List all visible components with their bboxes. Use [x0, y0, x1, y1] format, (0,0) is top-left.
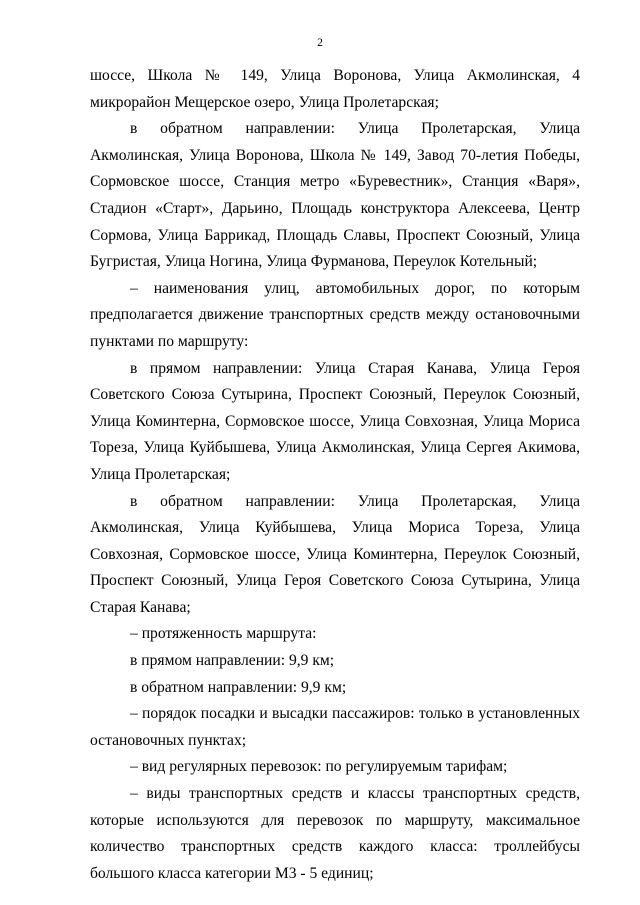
paragraph-route-length-forward: в прямом направлении: 9,9 км; [130, 652, 335, 670]
document-body [90, 63, 580, 887]
paragraph-streets-forward: в прямом направлении: Улица Старая Канава, Улица Героя Советского Союза Сутырина, Проспект Союзный, Переулок Союзный, Улица Коминтерна, Сормовское шоссе, Улица Совхозная, Улица Мориса Тореза, Улица Куйбышева, Улица Акмолинская, Улица Сергея Акимова, Улица Пролетарская; [90, 359, 580, 483]
paragraph-route-length-heading: – протяженность маршрута: [130, 625, 317, 643]
paragraph-boarding-rules: – порядок посадки и высадки пассажиров: только в установленных остановочных пунктах; [90, 705, 580, 749]
paragraph-route-stops-reverse: в обратном направлении: Улица Пролетарская, Улица Акмолинская, Улица Воронова, Школа № 149, Завод 70-летия Победы, Сормовское шоссе, Станция метро «Буревестник», Станция «Варя», Стадион «Старт», Дарьино, Площадь конструктора Алексеева, Центр Сормова, Улица Баррикад, Площадь Славы, Проспект Союзный, Улица Бугристая, Улица Ногина, Улица Фурманова, Переулок Котельный; [90, 120, 580, 271]
paragraph-streets-heading: – наименования улиц, автомобильных дорог, по которым предполагается движение транспортных средств между остановочными пунктами по маршруту: [90, 279, 580, 350]
page-number: 2 [317, 37, 323, 49]
paragraph-streets-reverse: в обратном направлении: Улица Пролетарская, Улица Акмолинская, Улица Куйбышева, Улица Мориса Тореза, Улица Совхозная, Сормовское шоссе, Улица Коминтерна, Переулок Союзный, Проспект Союзный, Улица Героя Советского Союза Сутырина, Улица Старая Канава; [90, 492, 580, 616]
paragraph-vehicle-classes: – виды транспортных средств и классы транспортных средств, которые используются для перевозок по маршруту, максимальное количество транспортных средств каждого класса: троллейбусы большого класса категории М3 - 5 единиц; [90, 785, 580, 882]
paragraph-transport-type: – вид регулярных перевозок: по регулируемым тарифам; [130, 758, 508, 776]
paragraph-route-stops-forward-end: шоссе, Школа № 149, Улица Воронова, Улица Акмолинская, 4 микрорайон Мещерское озеро, Улица Пролетарская; [90, 67, 580, 111]
paragraph-route-length-reverse: в обратном направлении: 9,9 км; [130, 678, 347, 696]
